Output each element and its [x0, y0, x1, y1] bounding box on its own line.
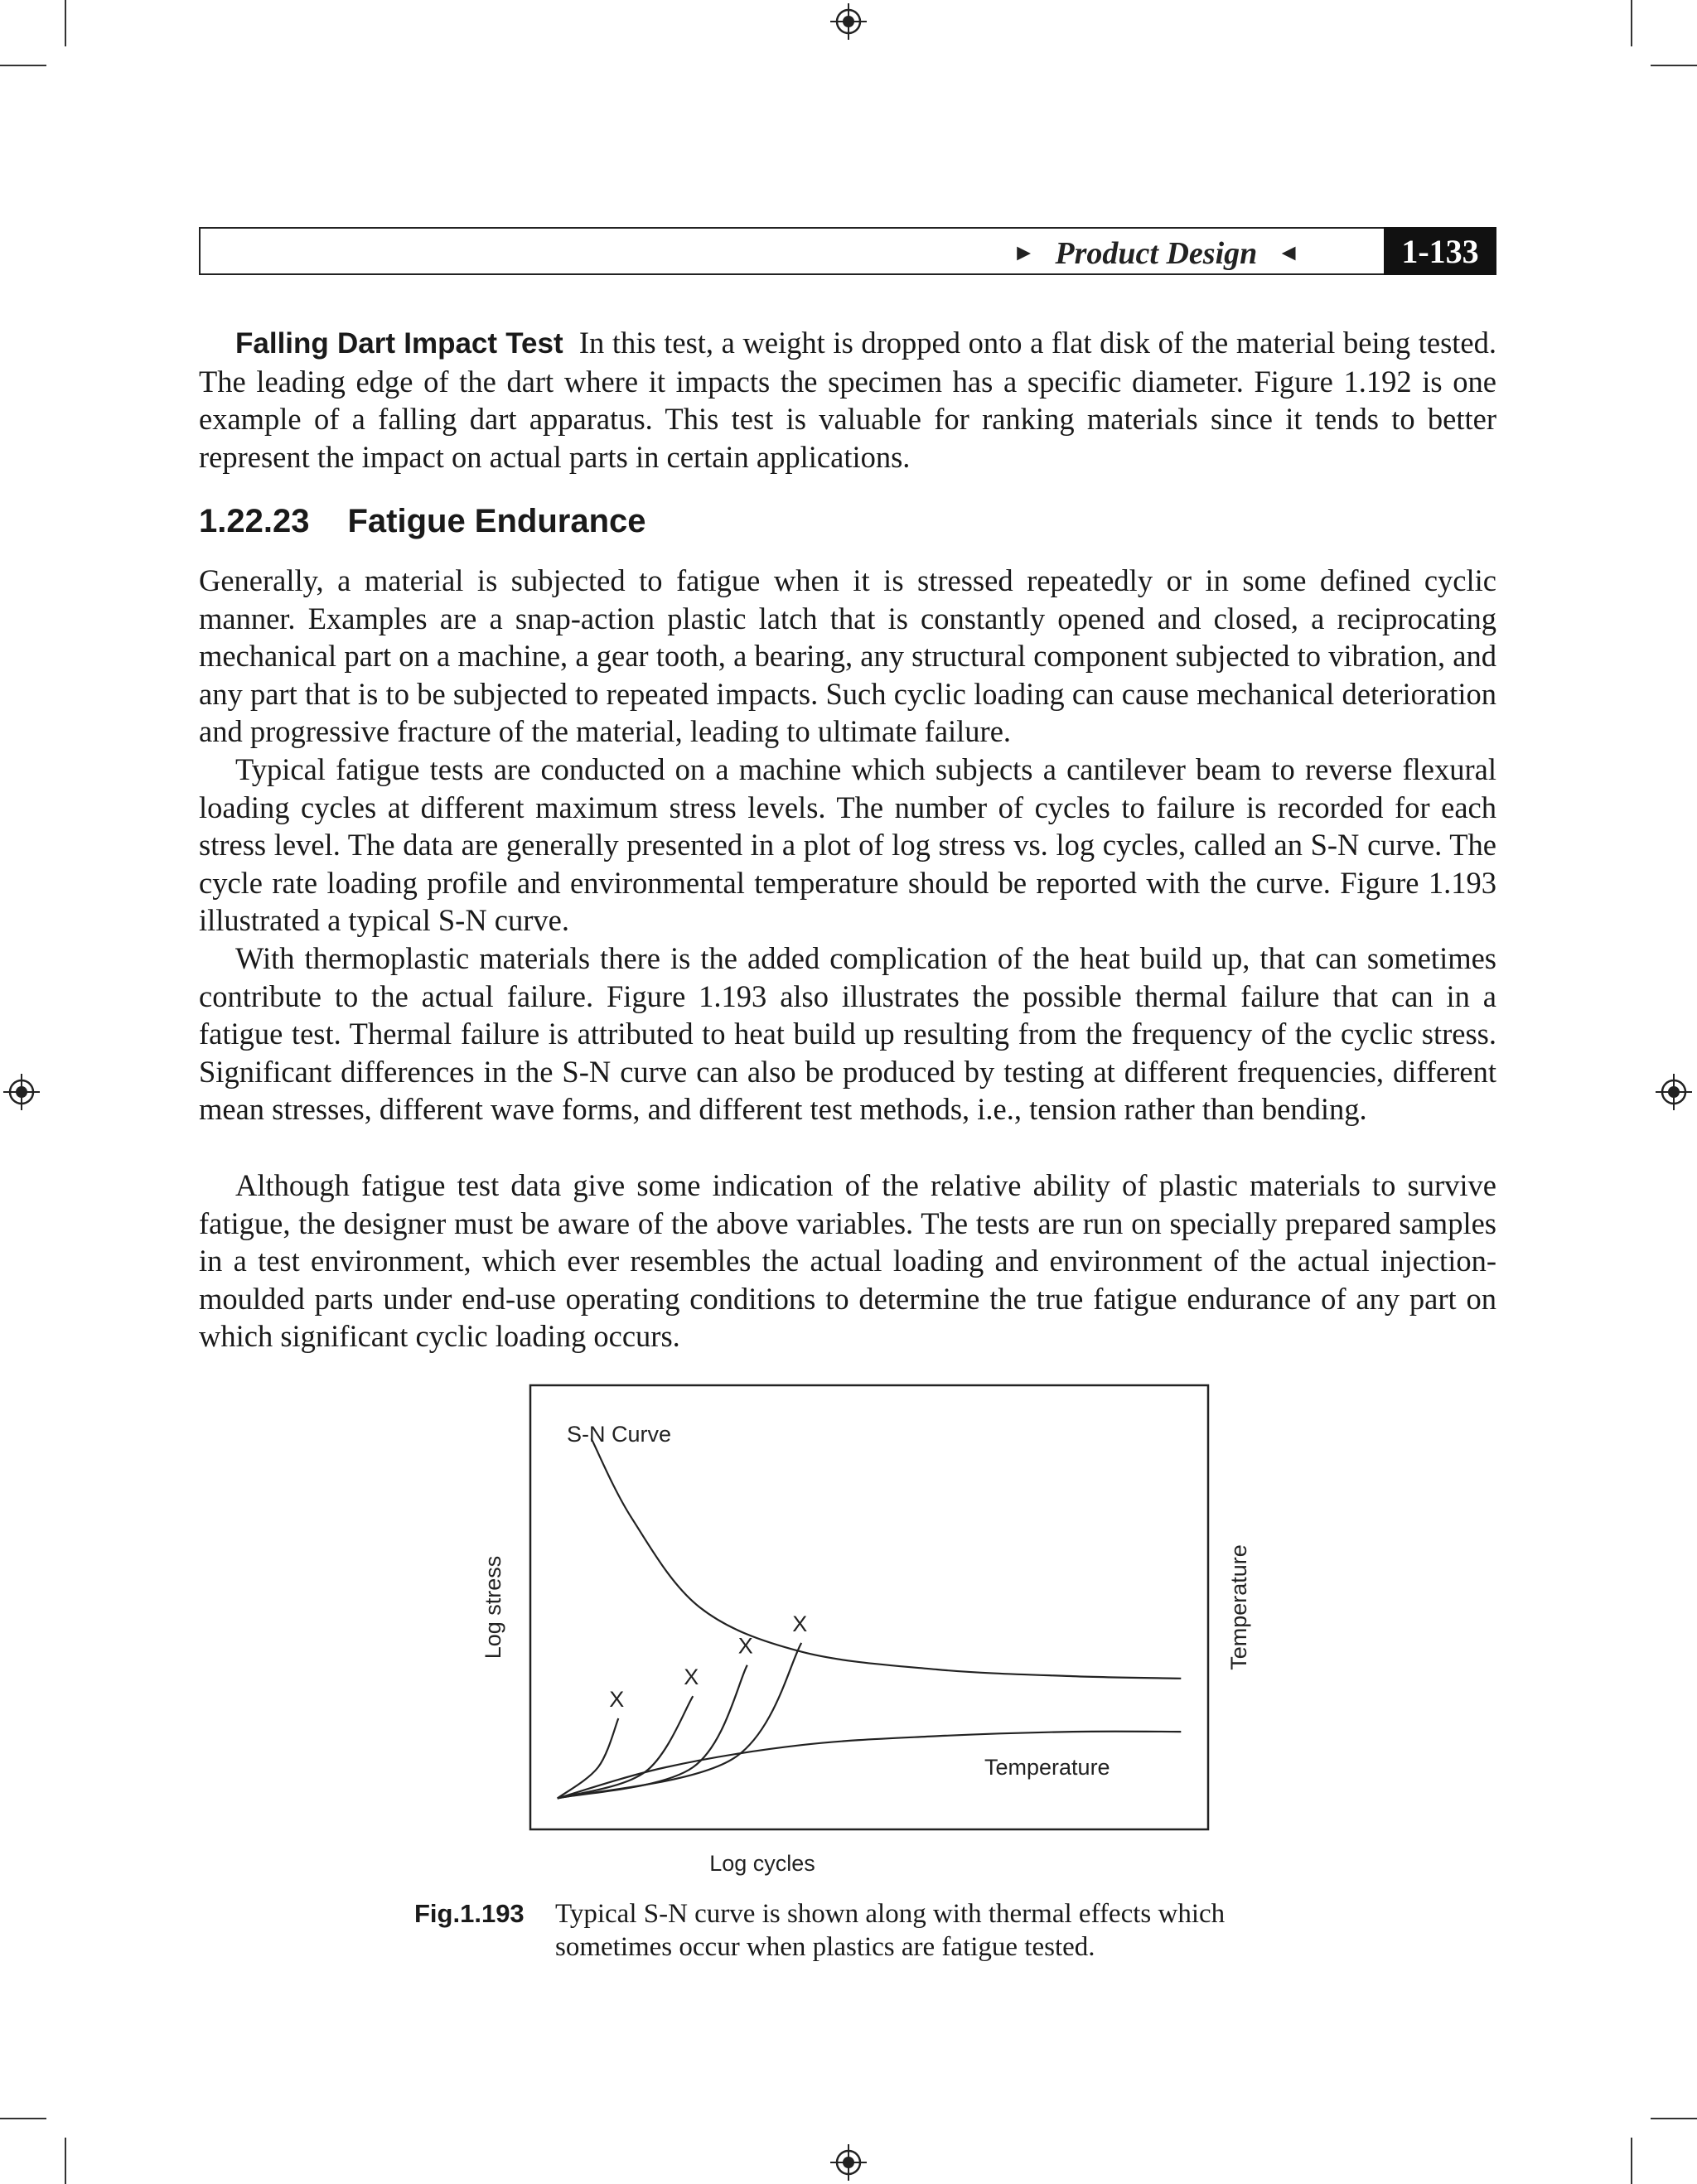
failure-marker-2: X — [684, 1665, 699, 1690]
crop-mark — [0, 2118, 46, 2119]
series-line-s-n-curve — [592, 1438, 1182, 1679]
body-paragraph: With thermoplastic materials there is the added complication of the heat build up, that can sometimes contribute to the actual failure. Figure 1.193 also illustrates the possible thermal failure that can in a fatigue test. Thermal failure is attributed to heat build up resulting from the frequency of the cyclic stress. Significant differences in the S-N curve can also be produced by testing at different frequencies, different mean stresses, different wave forms, and different test methods, i.e., tension rather than bending. — [199, 941, 1496, 1127]
falling-dart-paragraph — [199, 324, 1496, 476]
figure-caption-text: Typical S-N curve is shown along with thermal effects which sometimes occur when plastics are fatigue tested. — [555, 1899, 1226, 1962]
crop-mark — [1631, 0, 1632, 46]
header-title — [1013, 235, 1300, 272]
section-heading — [199, 503, 646, 540]
registration-mark-icon — [1656, 1074, 1692, 1110]
header-title-text: Product Design — [1055, 236, 1258, 271]
header-right-marker: ◄ — [1277, 240, 1300, 266]
series-line-thermal-failure-2 — [558, 1696, 694, 1798]
falling-dart-text: In this test, a weight is dropped onto a flat disk of the material being tested. The leading edge of the dart where it impacts the specimen has a specific diameter. Figure 1.192 is one example of a falling dart apparatus. This test is valuable for ranking materials since it tends to better represent the impact on actual parts in certain applications. — [199, 326, 1497, 474]
registration-mark-icon — [3, 1074, 40, 1110]
figure-label: Fig.1.193 — [414, 1899, 525, 1928]
registration-mark-icon — [830, 3, 867, 40]
section-title: Fatigue Endurance — [347, 503, 646, 539]
x-axis-label: Log cycles — [709, 1851, 815, 1876]
annotation-temperature: Temperature — [984, 1755, 1110, 1780]
crop-mark — [1631, 2138, 1632, 2184]
y-axis-label: Log stress — [481, 1555, 505, 1660]
header-left-marker: ► — [1012, 240, 1036, 266]
running-header — [199, 227, 1496, 275]
crop-mark — [0, 65, 46, 66]
figure-caption — [414, 1897, 1326, 1964]
falling-dart-run-in-heading: Falling Dart Impact Test — [235, 327, 563, 360]
crop-mark — [65, 2138, 66, 2184]
failure-marker-4: X — [792, 1611, 808, 1636]
registration-mark-icon — [830, 2144, 867, 2181]
page-number: 1-133 — [1384, 227, 1496, 275]
failure-marker-1: X — [609, 1687, 625, 1712]
y2-axis-label: Temperature — [1226, 1544, 1251, 1670]
crop-mark — [1651, 65, 1697, 66]
sn-curve-figure — [464, 1375, 1259, 1889]
crop-mark — [65, 0, 66, 46]
body-paragraph: Generally, a material is subjected to fatigue when it is stressed repeatedly or in some defined cyclic manner. Examples are a snap-action plastic latch that is constantly opened and closed, a reciprocating mechanical part on a machine, a gear tooth, a bearing, any structural component subjected to vibration, and any part that is to be subjected to repeated impacts. Such cyclic loading can cause mechanical deterioration and progressive fracture of the material, leading to ultimate failure. — [199, 563, 1496, 749]
annotation-sn-curve: S-N Curve — [567, 1422, 672, 1447]
failure-marker-3: X — [737, 1633, 753, 1659]
crop-mark — [1651, 2118, 1697, 2119]
section-number: 1.22.23 — [199, 503, 310, 539]
body-paragraph: Although fatigue test data give some indication of the relative ability of plastic materials to survive fatigue, the designer must be aware of the above variables. The tests are run on specially prepared samples in a test environment, which ever resembles the actual loading and environment of the actual injection-moulded parts under end-use operating conditions to determine the true fatigue endurance of any part on which significant cyclic loading occurs. — [199, 1168, 1496, 1354]
body-paragraph: Typical fatigue tests are conducted on a machine which subjects a cantilever beam to reverse flexural loading cycles at different maximum stress levels. The number of cycles to failure is recorded for each stress level. The data are generally presented in a plot of log stress vs. log cycles, called an S-N curve. The cycle rate loading profile and environmental temperature should be reported with the curve. Figure 1.193 illustrated a typical S-N curve. — [199, 752, 1496, 938]
